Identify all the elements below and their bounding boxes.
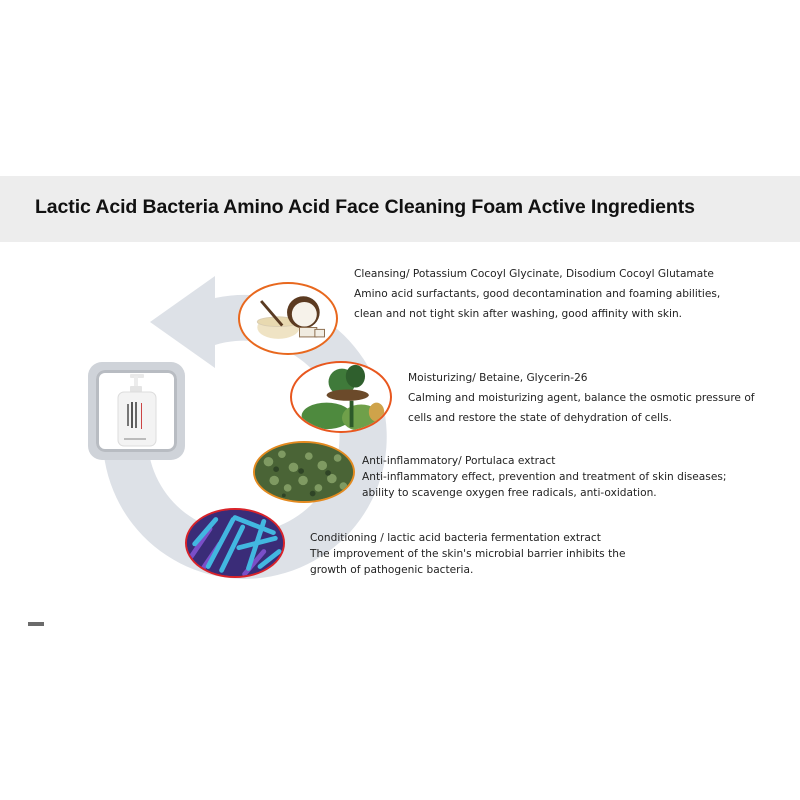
ingredient-description-line: The improvement of the skin's microbial barrier inhibits the	[310, 548, 626, 560]
ingredient-description-line: growth of pathogenic bacteria.	[310, 564, 474, 576]
product-frame	[88, 362, 185, 460]
leafy-greens-image	[290, 361, 392, 433]
ingredient-heading: Anti-inflammatory/ Portulaca extract	[362, 455, 556, 467]
pump-bottle-product-icon	[96, 370, 177, 452]
lactic-acid-bacteria-image	[185, 508, 285, 578]
ingredient-conditioning	[310, 530, 625, 578]
ingredient-description-line: ability to scavenge oxygen free radicals, anti-oxidation.	[362, 487, 657, 499]
ingredient-heading: Conditioning / lactic acid bacteria fermentation extract	[310, 532, 601, 544]
ingredient-description-line: Calming and moisturizing agent, balance the osmotic pressure of	[408, 392, 755, 404]
ingredient-anti-inflammatory	[362, 453, 726, 501]
portulaca-herb-image	[253, 441, 355, 503]
ingredient-moisturizing	[408, 368, 755, 428]
ingredient-description-line: cells and restore the state of dehydration of cells.	[408, 412, 672, 424]
ingredient-heading: Cleansing/ Potassium Cocoyl Glycinate, Disodium Cocoyl Glutamate	[354, 268, 714, 280]
product-image	[96, 370, 177, 452]
ingredient-heading: Moisturizing/ Betaine, Glycerin-26	[408, 372, 588, 384]
ingredient-description-line: clean and not tight skin after washing, good affinity with skin.	[354, 308, 683, 320]
coconut-oil-image	[238, 282, 338, 355]
ingredient-cleansing	[354, 264, 720, 324]
decorative-mark	[28, 622, 44, 626]
ingredient-description-line: Anti-inflammatory effect, prevention and treatment of skin diseases;	[362, 471, 727, 483]
page-title: Lactic Acid Bacteria Amino Acid Face Cleaning Foam Active Ingredients	[35, 196, 695, 218]
ingredient-description-line: Amino acid surfactants, good decontamination and foaming abilities,	[354, 288, 721, 300]
